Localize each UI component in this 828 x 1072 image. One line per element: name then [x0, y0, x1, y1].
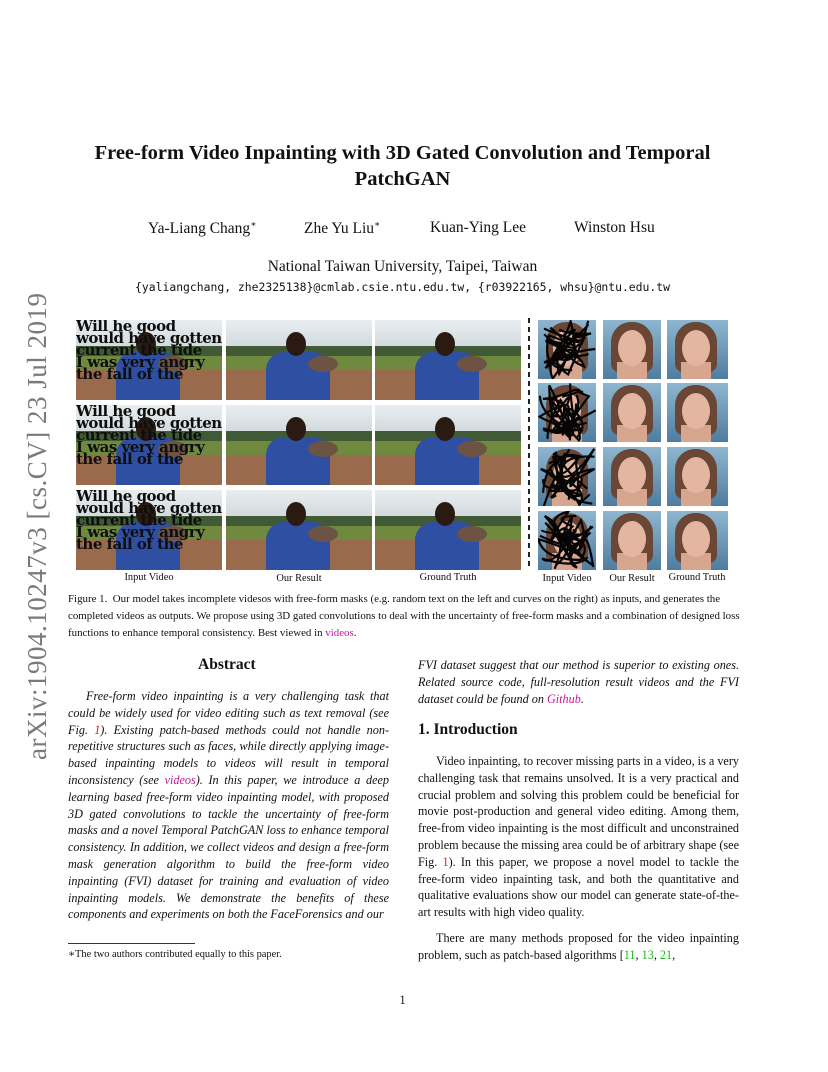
curve-mask-overlay	[538, 447, 596, 506]
paper-title: Free-form Video Inpainting with 3D Gated Convolution and Temporal PatchGAN	[94, 142, 711, 190]
result-face	[603, 447, 661, 506]
abstract-heading: Abstract	[198, 656, 256, 673]
abstract-videos-link[interactable]: videos	[164, 772, 196, 787]
input-face-curve-mask	[538, 383, 596, 442]
page-number: 1	[399, 993, 406, 1007]
videos-link[interactable]: videos	[325, 627, 354, 639]
ground-truth-face	[667, 511, 728, 570]
abstract-continuation: FVI dataset suggest that our method is superior to existing ones. Related source code, full-resolution result videos and the FVI dataset could be found on Github.	[418, 658, 739, 706]
fig-ref-link[interactable]: 1	[94, 722, 101, 737]
figure-divider	[528, 318, 530, 568]
intro-paragraph-2: There are many methods proposed for the video inpainting problem, such as patch-based algorithms [11, 13, 21,	[418, 931, 739, 962]
result-face	[603, 320, 661, 379]
ground-truth-frame	[375, 405, 521, 485]
curve-mask-overlay	[538, 383, 596, 442]
input-face-curve-mask	[538, 511, 596, 570]
footnote: ∗The two authors contributed equally to this paper.	[68, 949, 282, 960]
cite-13[interactable]: 13	[641, 947, 654, 962]
label-input-video-right: Input Video	[542, 573, 592, 584]
curve-mask-overlay	[538, 511, 596, 570]
input-frame-text-mask	[76, 320, 222, 400]
affiliation: National Taiwan University, Taipei, Taiwan	[267, 258, 538, 275]
arxiv-stamp: arXiv:1904.10247v3 [cs.CV] 23 Jul 2019	[22, 292, 52, 760]
input-face-curve-mask	[538, 320, 596, 379]
result-frame	[226, 490, 372, 570]
input-frame-text-mask	[76, 490, 222, 570]
input-face-curve-mask	[538, 447, 596, 506]
ground-truth-face	[667, 383, 728, 442]
result-face	[603, 383, 661, 442]
label-our-result-left: Our Result	[276, 573, 322, 584]
text-mask-overlay: Will he good would have gotten current the tide I was very angry the fall of the	[76, 405, 222, 468]
ground-truth-frame	[375, 490, 521, 570]
introduction-heading: 1. Introduction	[418, 721, 518, 738]
author-3: Kuan-Ying Lee	[430, 219, 526, 236]
author-1: Ya-Liang Chang∗	[148, 219, 257, 238]
ground-truth-face	[667, 447, 728, 506]
input-frame-text-mask	[76, 405, 222, 485]
ground-truth-face	[667, 320, 728, 379]
author-4: Winston Hsu	[574, 219, 655, 236]
text-mask-overlay: Will he good would have gotten current the tide I was very angry the fall of the	[76, 490, 222, 553]
author-emails: {yaliangchang, zhe2325138}@cmlab.csie.ntu.edu.tw, {r03922165, whsu}@ntu.edu.tw	[135, 280, 670, 294]
abstract-text: Free-form video inpainting is a very challenging task that could be widely used for video editing such as text removal (see Fig. 1). Existing patch-based methods could not handle non-repetitive structures such as faces, while directly applying image-based inpainting models to videos will result in temporal inconsistency (see videos). In this paper, we introduce a deep learning based free-form video inpainting model, with proposed 3D gated convolutions to tackle the uncertainty of free-form masks and a novel Temporal PatchGAN loss to enhance temporal consistency. In addition, we collect videos and design a free-form mask generation algorithm to build the free-form video inpainting (FVI) dataset for training and evaluation of video inpainting models. We demonstrate the benefits of these components and experiments on both the FaceForensics and our	[68, 689, 390, 922]
intro-paragraph-1: Video inpainting, to recover missing parts in a video, is a very challenging task that remains unsolved. It is a very practical and crucial problem and solving this problem could be beneficial for movie post-production and general video editing. Among them, free-from video inpainting is the most difficult and unconstrained problem because the missing area could be of arbitrary shape (see Fig. 1). In this paper, we propose a novel model to tackle the free-form video inpainting task, and both the quantitative and qualitative evaluations show our model can generate state-of-the-art results with high video quality.	[418, 754, 740, 920]
intro-fig-ref[interactable]: 1	[442, 854, 449, 869]
cite-11[interactable]: 11	[623, 947, 636, 962]
author-2: Zhe Yu Liu∗	[304, 219, 381, 238]
figure-caption: Figure 1. Our model takes incomplete videsos with free-form masks (e.g. random text on the left and curves on the right) as inputs, and generates the completed videos as outputs. We propose using 3D gated convolutions to deal with the uncertainty of free-form masks and a combination of designed loss functions to enhance temporal consistency. Best viewed in videos.	[68, 593, 740, 639]
label-input-video-left: Input Video	[124, 572, 174, 583]
result-frame	[226, 405, 372, 485]
ground-truth-frame	[375, 320, 521, 400]
text-mask-overlay: Will he good would have gotten current the tide I was very angry the fall of the	[76, 320, 222, 383]
label-our-result-right: Our Result	[609, 573, 655, 584]
github-link[interactable]: Github	[546, 691, 581, 706]
result-frame	[226, 320, 372, 400]
footnote-rule	[68, 943, 195, 944]
curve-mask-overlay	[538, 320, 596, 379]
label-ground-truth-left: Ground Truth	[419, 572, 477, 583]
result-face	[603, 511, 661, 570]
label-ground-truth-right: Ground Truth	[668, 572, 726, 583]
cite-21[interactable]: 21	[659, 947, 673, 962]
